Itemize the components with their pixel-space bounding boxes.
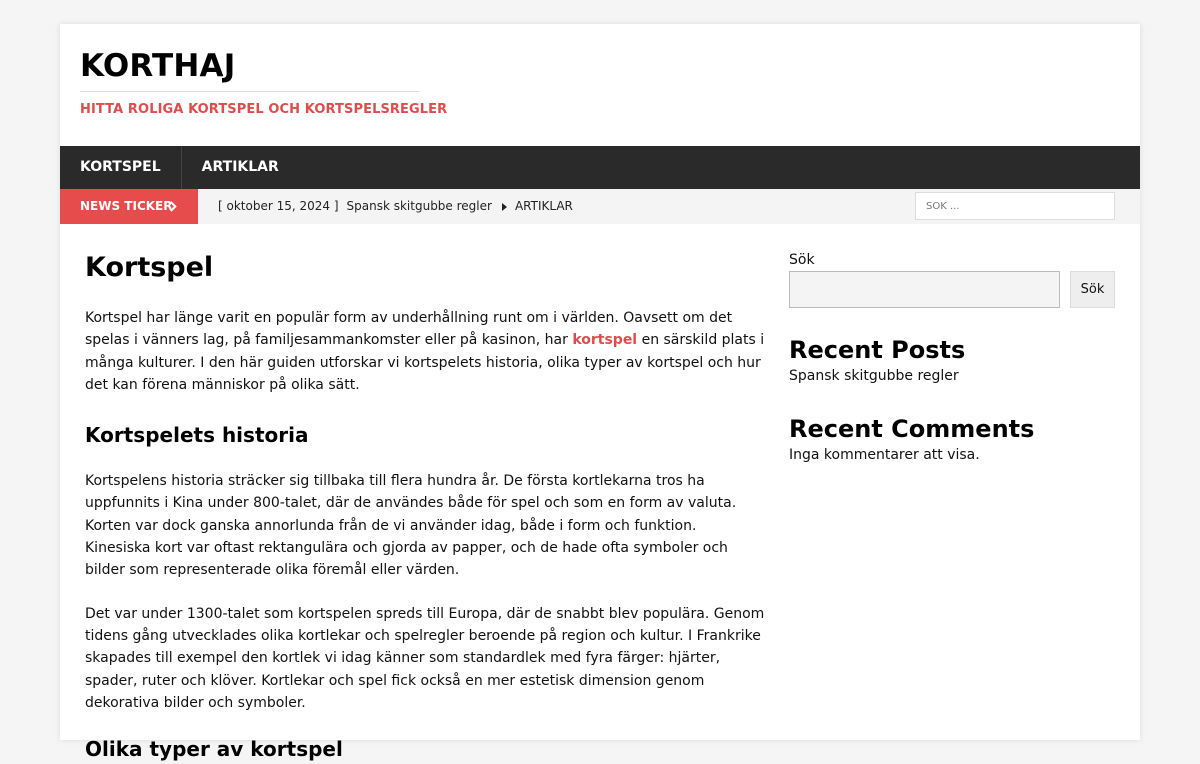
title-divider (80, 91, 419, 92)
article-intro-paragraph (85, 307, 765, 396)
site-tagline: HITTA ROLIGA KORTSPEL OCH KORTSPELSREGLER (80, 102, 448, 117)
news-ticker-label-text: NEWS TICKER (80, 199, 173, 213)
caret-right-icon (502, 203, 507, 211)
intro-text-before: Kortspel har länge varit en populär form av underhållning runt om i världen. Oavsett om det spelas i vänners lag, på familjesammankomster eller på kasinon, har (85, 310, 733, 349)
section-heading-types: Olika typer av kortspel (85, 737, 343, 762)
sidebar (789, 250, 1115, 465)
nav-item-artiklar[interactable]: ARTIKLAR (201, 159, 279, 175)
chevron-right-icon (168, 201, 179, 212)
nav-item-kortspel[interactable]: KORTSPEL (60, 146, 182, 189)
sidebar-search-button[interactable]: Sök (1070, 271, 1115, 308)
ticker-date: [ oktober 15, 2024 ] (218, 199, 339, 213)
site-container (60, 24, 1140, 762)
sidebar-search-input[interactable] (789, 271, 1060, 308)
site-title[interactable]: KORTHAJ (80, 48, 236, 84)
sidebar-search-form (789, 271, 1115, 308)
main-navigation (60, 146, 1140, 189)
history-paragraph-2: Det var under 1300-talet som kortspelen spreds till Europa, där de snabbt blev populära. Genom tidens gång utvecklades olika kortlekar och spelregler beroende på region och kultur. I Frankrike skapades till exempel den kortlek vi idag känner som standardlek med fyra färger: hjärter, spader, ruter och klöver. Kortlekar och spel fick också en mer estetisk dimension genom dekorativa bilder och symboler. (85, 605, 765, 711)
main-content (85, 249, 765, 764)
recent-post-link[interactable]: Spansk skitgubbe regler (789, 368, 959, 384)
ticker-post-link[interactable]: Spansk skitgubbe regler (346, 199, 492, 213)
section-heading-history: Kortspelets historia (85, 423, 309, 448)
news-ticker-label (60, 189, 198, 224)
history-paragraph-1: Kortspelens historia sträcker sig tillbaka till flera hundra år. De första kortlekarna tros ha uppfunnits i Kina under 800-talet, där de användes både för spel och som en form av valuta. Korten var dock ganska annorlunda från de vi använder idag, både i form och funktion. Kinesiska kort var oftast rektangulära och gjorda av papper, och de hade ofta symboler och bilder som representerade olika föremål eller värden. (85, 473, 737, 579)
news-ticker-item (218, 189, 573, 224)
news-ticker (60, 189, 1140, 224)
recent-posts-title: Recent Posts (789, 336, 966, 364)
recent-comments-text: Inga kommentarer att visa. (789, 447, 980, 463)
intro-text-after: en särskild plats i många kulturer. I den här guiden utforskar vi kortspelets historia, olika typer av kortspel och hur det kan förena människor på olika sätt. (85, 332, 765, 393)
recent-comments-title: Recent Comments (789, 415, 1035, 443)
page-title: Kortspel (85, 252, 214, 283)
site-header (60, 24, 1140, 146)
header-search-input[interactable] (915, 192, 1115, 220)
kortspel-link[interactable]: kortspel (572, 332, 638, 349)
sidebar-search-label: Sök (789, 252, 815, 268)
ticker-category[interactable]: ARTIKLAR (514, 199, 573, 213)
